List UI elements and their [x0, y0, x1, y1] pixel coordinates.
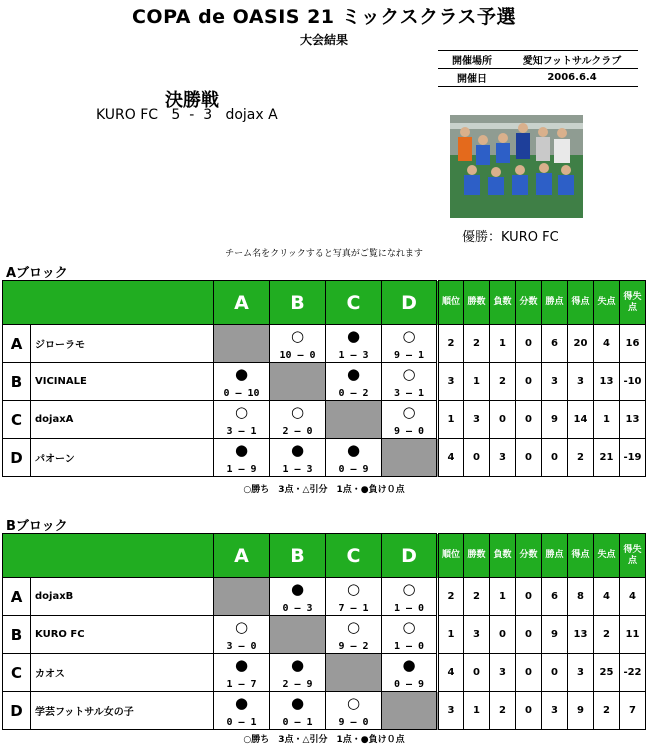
- team-name-link[interactable]: カオス: [31, 654, 214, 692]
- match-score: 0 – 1: [282, 716, 313, 728]
- stat-value: -10: [620, 363, 646, 401]
- header-corner: [3, 534, 214, 578]
- match-score: 0 – 10: [223, 387, 260, 399]
- stat-value: 0: [516, 692, 542, 730]
- match-result-cell: [326, 578, 382, 616]
- stat-value: 0: [516, 654, 542, 692]
- venue-value: 愛知フットサルクラブ: [506, 51, 638, 69]
- stat-header-1: 勝数: [464, 281, 490, 325]
- match-score: 7 – 1: [338, 602, 369, 614]
- loss-dot-icon: ●: [234, 364, 249, 383]
- stat-value: 0: [542, 654, 568, 692]
- team-row: [3, 578, 646, 616]
- block-a-legend: ○勝ち 3点・△引分 1点・●負け０点: [243, 485, 405, 495]
- stat-header-1: 勝数: [464, 534, 490, 578]
- match-result-cell: [214, 363, 270, 401]
- team-name-link[interactable]: 学芸フットサル女の子: [31, 692, 214, 730]
- match-result-cell: [214, 439, 270, 477]
- team-row: [3, 363, 646, 401]
- stat-value: 1: [490, 578, 516, 616]
- team-letter: B: [3, 616, 31, 654]
- stat-value: 14: [568, 401, 594, 439]
- match-score: 10 – 0: [279, 349, 316, 361]
- stat-value: 8: [568, 578, 594, 616]
- stat-value: 3: [542, 692, 568, 730]
- team-letter: A: [3, 325, 31, 363]
- team-row: [3, 654, 646, 692]
- match-score: 2 – 9: [282, 678, 313, 690]
- match-result-cell: [214, 692, 270, 730]
- loss-dot-icon: ●: [290, 693, 305, 712]
- stat-value: 0: [516, 401, 542, 439]
- win-circle-icon: ○: [402, 402, 416, 421]
- match-result-cell: [270, 578, 326, 616]
- stat-value: 11: [620, 616, 646, 654]
- win-circle-icon: ○: [402, 617, 416, 636]
- team-row: [3, 325, 646, 363]
- stat-value: 3: [490, 654, 516, 692]
- match-result-cell: [270, 692, 326, 730]
- match-result-cell: [382, 616, 438, 654]
- match-result-cell: [382, 401, 438, 439]
- stat-value: 4: [620, 578, 646, 616]
- match-score: 9 – 2: [338, 640, 369, 652]
- stat-header-3: 分数: [516, 534, 542, 578]
- match-result-cell: [326, 439, 382, 477]
- loss-dot-icon: ●: [290, 579, 305, 598]
- stat-header-5: 得点: [568, 534, 594, 578]
- stat-value: 4: [594, 578, 620, 616]
- win-circle-icon: ○: [234, 402, 249, 421]
- match-score: 1 – 0: [393, 602, 425, 614]
- block-a-header-row: [3, 281, 646, 325]
- stat-value: 9: [542, 401, 568, 439]
- loss-dot-icon: ●: [346, 440, 361, 459]
- stat-value: 2: [464, 578, 490, 616]
- column-header-a: A: [214, 281, 270, 325]
- stat-value: 6: [542, 325, 568, 363]
- stat-value: 0: [490, 616, 516, 654]
- match-score: 9 – 0: [393, 425, 425, 437]
- stat-header-0: 順位: [438, 534, 464, 578]
- loss-dot-icon: ●: [346, 326, 361, 345]
- stat-value: 3: [490, 439, 516, 477]
- date-row: [438, 69, 638, 87]
- team-name-link[interactable]: ジローラモ: [31, 325, 214, 363]
- stat-value: 1: [438, 616, 464, 654]
- team-letter: C: [3, 654, 31, 692]
- stat-header-4: 勝点: [542, 281, 568, 325]
- win-circle-icon: ○: [402, 579, 416, 598]
- stat-value: 9: [568, 692, 594, 730]
- column-header-d: D: [382, 281, 438, 325]
- team-row: [3, 692, 646, 730]
- column-header-b: B: [270, 281, 326, 325]
- venue-row: [438, 51, 638, 69]
- team-letter: A: [3, 578, 31, 616]
- stat-value: 1: [438, 401, 464, 439]
- stat-header-0: 順位: [438, 281, 464, 325]
- block-b-table: [2, 533, 646, 730]
- stat-value: 25: [594, 654, 620, 692]
- self-match-cell: [270, 616, 326, 654]
- match-score: 1 – 7: [226, 678, 257, 690]
- column-header-a: A: [214, 534, 270, 578]
- stat-value: 2: [568, 439, 594, 477]
- stat-value: 13: [594, 363, 620, 401]
- header-corner: [3, 281, 214, 325]
- loss-dot-icon: ●: [346, 364, 361, 383]
- stat-value: 2: [464, 325, 490, 363]
- match-result-cell: [382, 654, 438, 692]
- team-name-link[interactable]: dojaxB: [31, 578, 214, 616]
- stat-value: 0: [490, 401, 516, 439]
- stat-value: 3: [542, 363, 568, 401]
- page-title: COPA de OASIS 21 ミックスクラス予選: [131, 6, 516, 28]
- stat-value: 0: [542, 439, 568, 477]
- stat-value: 0: [516, 325, 542, 363]
- team-photo-image: [450, 115, 583, 218]
- team-row: [3, 401, 646, 439]
- win-circle-icon: ○: [290, 402, 305, 421]
- block-a-title: Aブロック: [6, 266, 68, 281]
- stat-value: 3: [568, 654, 594, 692]
- date-label: 開催日: [438, 69, 506, 87]
- match-result-cell: [214, 654, 270, 692]
- photo-instruction-note: チーム名をクリックすると写真がご覧になれます: [225, 249, 423, 259]
- stat-value: 3: [464, 616, 490, 654]
- stat-value: 0: [516, 578, 542, 616]
- stat-value: 1: [490, 325, 516, 363]
- block-b-title: Bブロック: [6, 519, 68, 534]
- win-circle-icon: ○: [346, 579, 361, 598]
- column-header-b: B: [270, 534, 326, 578]
- match-result-cell: [270, 439, 326, 477]
- match-score: 3 – 1: [226, 425, 257, 437]
- match-score: 3 – 1: [393, 387, 425, 399]
- stat-value: 2: [594, 692, 620, 730]
- stat-value: 21: [594, 439, 620, 477]
- column-header-c: C: [326, 534, 382, 578]
- stat-value: 3: [464, 401, 490, 439]
- stat-value: 2: [438, 578, 464, 616]
- loss-dot-icon: ●: [402, 655, 416, 674]
- stat-value: 4: [438, 439, 464, 477]
- match-result-cell: [326, 363, 382, 401]
- win-circle-icon: ○: [402, 364, 416, 383]
- loss-dot-icon: ●: [234, 655, 249, 674]
- win-circle-icon: ○: [346, 693, 361, 712]
- stat-header-6: 失点: [594, 281, 620, 325]
- match-score: 9 – 0: [338, 716, 369, 728]
- stat-header-3: 分数: [516, 281, 542, 325]
- stat-value: 2: [438, 325, 464, 363]
- match-result-cell: [214, 616, 270, 654]
- match-score: 1 – 3: [282, 463, 313, 475]
- page-subtitle: 大会結果: [299, 33, 348, 47]
- win-circle-icon: ○: [234, 617, 249, 636]
- match-score: 1 – 3: [338, 349, 369, 361]
- win-circle-icon: ○: [402, 326, 416, 345]
- match-result-cell: [270, 401, 326, 439]
- team-row: [3, 616, 646, 654]
- stat-value: 1: [464, 692, 490, 730]
- stat-header-7: 得失点: [620, 534, 646, 578]
- stat-value: 9: [542, 616, 568, 654]
- stat-header-6: 失点: [594, 534, 620, 578]
- match-score: 0 – 9: [338, 463, 369, 475]
- match-result-cell: [214, 401, 270, 439]
- stat-header-2: 負数: [490, 281, 516, 325]
- stat-value: 0: [516, 363, 542, 401]
- team-name-link[interactable]: パオーン: [31, 439, 214, 477]
- stat-value: 0: [516, 439, 542, 477]
- block-b-header-row: [3, 534, 646, 578]
- win-circle-icon: ○: [346, 617, 361, 636]
- match-score: 0 – 3: [282, 602, 313, 614]
- match-score: 0 – 1: [226, 716, 257, 728]
- stat-value: 3: [438, 363, 464, 401]
- match-result-cell: [326, 325, 382, 363]
- self-match-cell: [382, 439, 438, 477]
- self-match-cell: [326, 654, 382, 692]
- stat-value: 7: [620, 692, 646, 730]
- loss-dot-icon: ●: [290, 440, 305, 459]
- team-name-link[interactable]: dojaxA: [31, 401, 214, 439]
- stat-header-7: 得失点: [620, 281, 646, 325]
- winner-caption: 優勝：KURO FC: [462, 230, 559, 245]
- match-result-cell: [270, 654, 326, 692]
- loss-dot-icon: ●: [290, 655, 305, 674]
- match-result-cell: [270, 325, 326, 363]
- match-score: 1 – 9: [226, 463, 257, 475]
- stat-value: 2: [490, 363, 516, 401]
- team-name-link[interactable]: VICINALE: [31, 363, 214, 401]
- column-header-c: C: [326, 281, 382, 325]
- stat-value: 0: [516, 616, 542, 654]
- block-b-legend: ○勝ち 3点・△引分 1点・●負け０点: [243, 735, 405, 745]
- stat-value: 3: [568, 363, 594, 401]
- match-score: 0 – 9: [393, 678, 425, 690]
- stat-value: -19: [620, 439, 646, 477]
- match-score: 3 – 0: [226, 640, 257, 652]
- stat-value: -22: [620, 654, 646, 692]
- stat-value: 1: [464, 363, 490, 401]
- stat-value: 13: [568, 616, 594, 654]
- stat-value: 2: [490, 692, 516, 730]
- stat-value: 6: [542, 578, 568, 616]
- win-circle-icon: ○: [290, 326, 305, 345]
- column-header-d: D: [382, 534, 438, 578]
- match-result-cell: [382, 578, 438, 616]
- stat-value: 20: [568, 325, 594, 363]
- match-result-cell: [382, 363, 438, 401]
- loss-dot-icon: ●: [234, 693, 249, 712]
- loss-dot-icon: ●: [234, 440, 249, 459]
- stat-value: 0: [464, 439, 490, 477]
- stat-header-2: 負数: [490, 534, 516, 578]
- venue-label: 開催場所: [438, 51, 506, 69]
- event-info-table: [438, 50, 638, 87]
- self-match-cell: [214, 578, 270, 616]
- final-heading: 決勝戦: [165, 90, 219, 111]
- block-a-table: [2, 280, 646, 477]
- match-result-cell: [326, 616, 382, 654]
- stat-value: 4: [438, 654, 464, 692]
- date-value: 2006.6.4: [506, 69, 638, 87]
- team-name-link[interactable]: KURO FC: [31, 616, 214, 654]
- self-match-cell: [382, 692, 438, 730]
- stat-header-4: 勝点: [542, 534, 568, 578]
- self-match-cell: [270, 363, 326, 401]
- match-score: 0 – 2: [338, 387, 369, 399]
- match-score: 1 – 0: [393, 640, 425, 652]
- match-score: 9 – 1: [393, 349, 425, 361]
- stat-value: 1: [594, 401, 620, 439]
- stat-header-5: 得点: [568, 281, 594, 325]
- team-letter: D: [3, 439, 31, 477]
- stat-value: 4: [594, 325, 620, 363]
- stat-value: 16: [620, 325, 646, 363]
- winner-team-photo[interactable]: [450, 115, 583, 218]
- team-letter: C: [3, 401, 31, 439]
- stat-value: 0: [464, 654, 490, 692]
- final-score: KURO FC 5 - 3 dojax A: [96, 107, 278, 123]
- match-result-cell: [326, 692, 382, 730]
- stat-value: 3: [438, 692, 464, 730]
- team-letter: B: [3, 363, 31, 401]
- stat-value: 2: [594, 616, 620, 654]
- team-letter: D: [3, 692, 31, 730]
- match-result-cell: [382, 325, 438, 363]
- match-score: 2 – 0: [282, 425, 313, 437]
- self-match-cell: [326, 401, 382, 439]
- stat-value: 13: [620, 401, 646, 439]
- team-row: [3, 439, 646, 477]
- self-match-cell: [214, 325, 270, 363]
